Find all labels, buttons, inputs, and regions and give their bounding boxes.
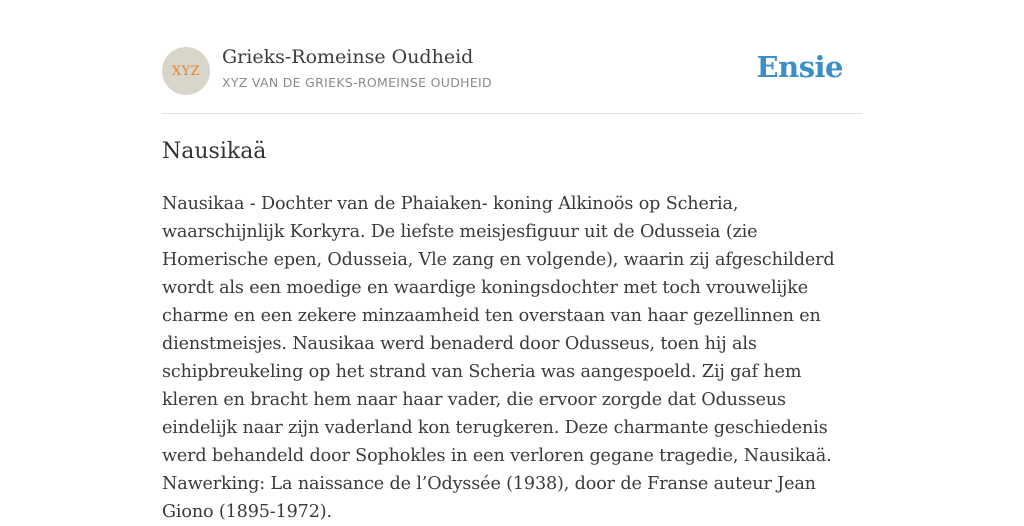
avatar-label: XYZ [171, 63, 201, 79]
entry-title: Nausikaä [162, 139, 267, 164]
brand-logo-link[interactable]: Ensie [756, 50, 843, 84]
source-title[interactable]: Grieks-Romeinse Oudheid [222, 46, 474, 68]
header [162, 0, 862, 114]
entry-body: Nausikaa - Dochter van de Phaiaken- koning Alkinoös op Scheria, waarschijnlijk Korkyra. De liefste meisjesfiguur uit de Odusseia (zie Homerische epen, Odusseia, Vle zang en volgende), waarin zij afgeschilderd wordt als een moedige en waardige koningsdochter met toch vrouwelijke charme en een zekere minzaamheid ten overstaan van haar gezellinnen en dienstmeisjes. Nausikaa werd benaderd door Odusseus, toen hij als schipbreukeling op het strand van Scheria was aangespoeld. Zij gaf hem kleren en bracht hem naar haar vader, die ervoor zorgde dat Odusseus eindelijk naar zijn vaderland kon terugkeren. Deze charmante geschiedenis werd behandeld door Sophokles in een verloren gegane tragedie, Nausikaä. Nawerking: La naissance de l’Odyssée (1938), door de Franse auteur Jean Giono (1895-1972). [162, 194, 835, 522]
source-subtitle: XYZ VAN DE GRIEKS-ROMEINSE OUDHEID [222, 75, 492, 90]
avatar[interactable] [162, 47, 210, 95]
page [162, 0, 862, 522]
